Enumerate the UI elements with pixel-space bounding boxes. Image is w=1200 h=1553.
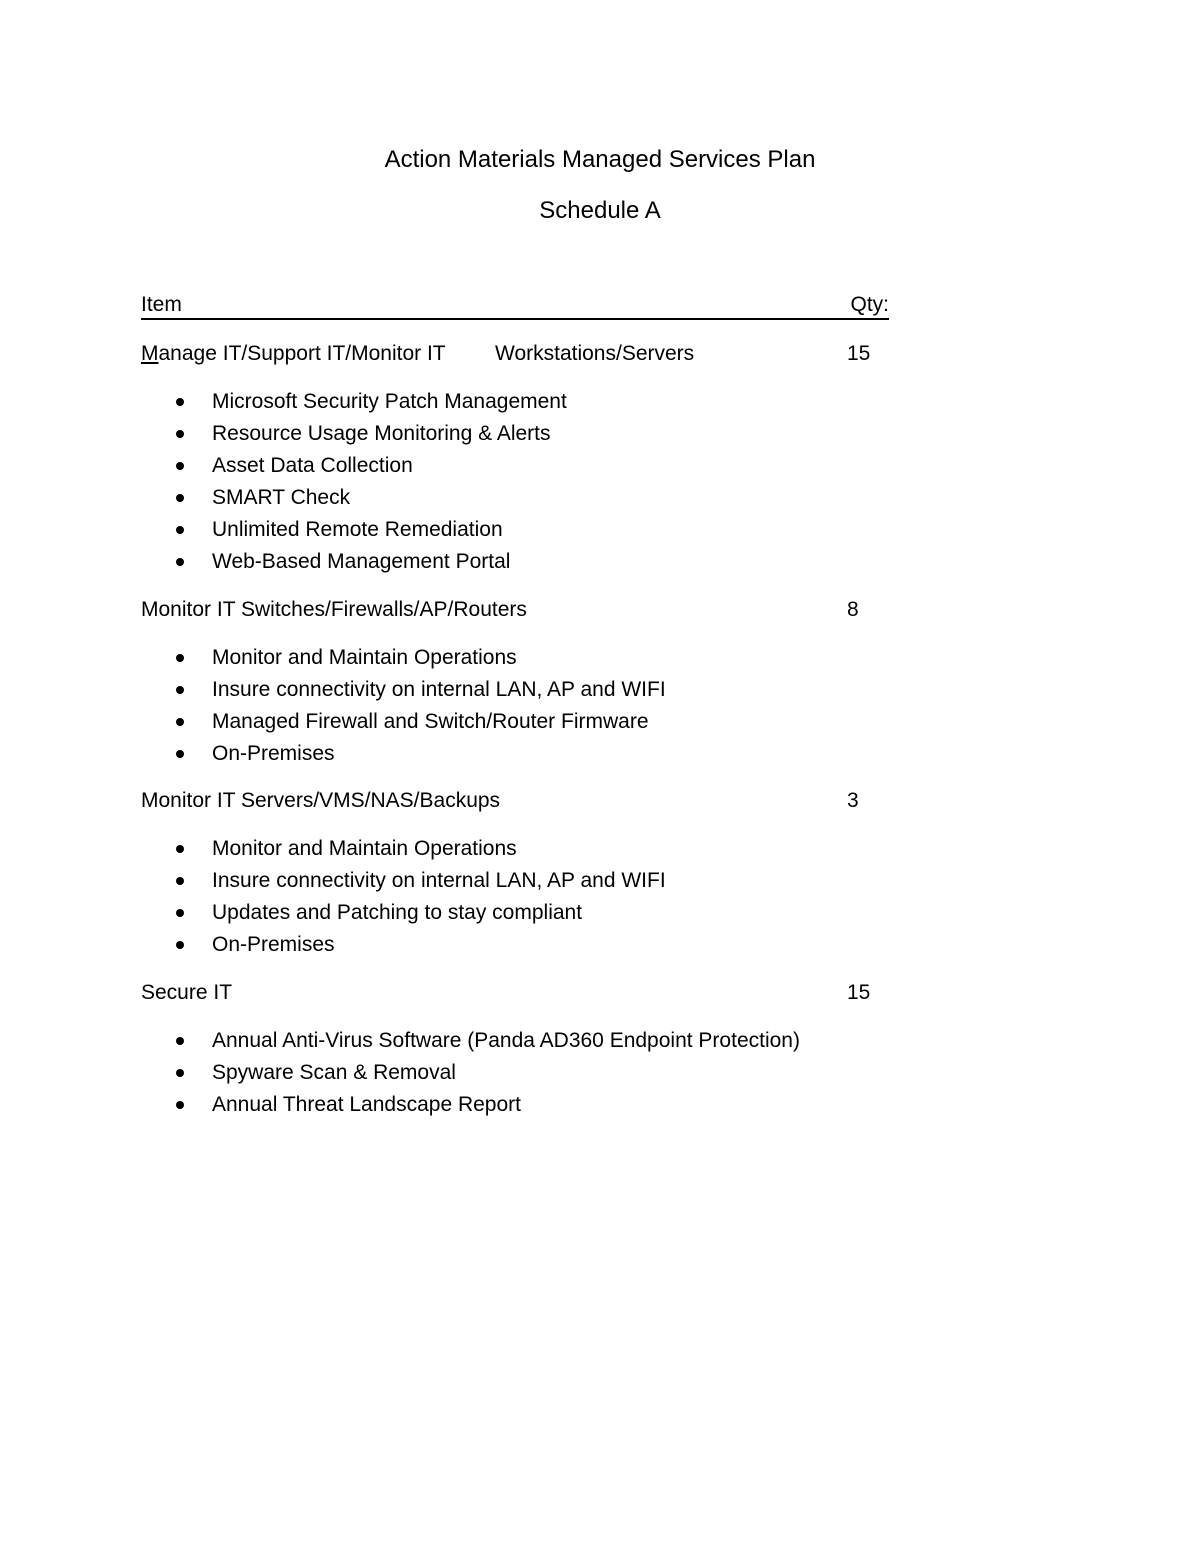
list-item-text: SMART Check — [212, 486, 351, 509]
bullet-icon — [176, 845, 184, 853]
list-item — [141, 706, 889, 738]
section-qty: 15 — [847, 342, 871, 365]
bullet-icon — [176, 1037, 184, 1045]
service-section-secure-it — [141, 977, 889, 1121]
bullet-icon — [176, 494, 184, 502]
service-section-monitor-servers — [141, 785, 889, 961]
document-subtitle: Schedule A — [539, 197, 661, 224]
section-qty: 3 — [847, 789, 859, 812]
document-title: Action Materials Managed Services Plan — [384, 146, 816, 173]
bullet-icon — [176, 750, 184, 758]
section-qty: 15 — [847, 981, 871, 1004]
section-qty: 8 — [847, 598, 859, 621]
section-heading — [141, 785, 889, 817]
bullet-icon — [176, 654, 184, 662]
bullet-list — [141, 1025, 889, 1121]
list-item-text: On-Premises — [212, 742, 335, 765]
bullet-icon — [176, 1101, 184, 1109]
qty-column-header: Qty: — [850, 293, 889, 316]
list-item-text: Asset Data Collection — [212, 454, 413, 477]
list-item — [141, 642, 889, 674]
bullet-icon — [176, 462, 184, 470]
bullet-icon — [176, 686, 184, 694]
section-name-initial: M — [141, 342, 159, 365]
bullet-icon — [176, 398, 184, 406]
list-item-text: Updates and Patching to stay compliant — [212, 901, 583, 924]
section-name-rest: anage IT/Support IT/Monitor IT — [158, 342, 446, 365]
list-item-text: Web-Based Management Portal — [212, 550, 511, 573]
bullet-icon — [176, 558, 184, 566]
list-item-text: Monitor and Maintain Operations — [212, 646, 517, 669]
list-item-text: Insure connectivity on internal LAN, AP and WIFI — [212, 869, 666, 892]
section-name: Secure IT — [141, 981, 233, 1004]
list-item-text: Annual Anti-Virus Software (Panda AD360 Endpoint Protection) — [212, 1029, 800, 1052]
list-item-text: Unlimited Remote Remediation — [212, 518, 503, 541]
bullet-icon — [176, 526, 184, 534]
bullet-icon — [176, 1069, 184, 1077]
section-name: Monitor IT Switches/Firewalls/AP/Routers — [141, 598, 527, 621]
bullet-icon — [176, 877, 184, 885]
service-section-manage-it — [141, 338, 889, 578]
bullet-icon — [176, 909, 184, 917]
table-header — [141, 294, 889, 320]
bullet-icon — [176, 718, 184, 726]
list-item — [141, 1057, 889, 1089]
bullet-list — [141, 833, 889, 961]
section-name: Monitor IT Servers/VMS/NAS/Backups — [141, 789, 501, 812]
section-heading — [141, 594, 889, 626]
section-name — [141, 338, 446, 370]
list-item — [141, 482, 889, 514]
list-item-text: Spyware Scan & Removal — [212, 1061, 456, 1084]
service-section-monitor-network — [141, 594, 889, 770]
list-item-text: Resource Usage Monitoring & Alerts — [212, 422, 551, 445]
section-heading — [141, 338, 889, 370]
list-item — [141, 674, 889, 706]
bullet-list — [141, 386, 889, 578]
list-item — [141, 386, 889, 418]
list-item-text: Annual Threat Landscape Report — [212, 1093, 521, 1116]
list-item-text: Insure connectivity on internal LAN, AP and WIFI — [212, 678, 666, 701]
list-item-text: On-Premises — [212, 933, 335, 956]
list-item — [141, 1089, 889, 1121]
list-item — [141, 833, 889, 865]
list-item — [141, 897, 889, 929]
list-item — [141, 546, 889, 578]
bullet-icon — [176, 941, 184, 949]
list-item — [141, 450, 889, 482]
list-item-text: Microsoft Security Patch Management — [212, 390, 567, 413]
list-item — [141, 929, 889, 961]
section-heading — [141, 977, 889, 1009]
item-column-header: Item — [141, 293, 182, 316]
list-item — [141, 514, 889, 546]
section-description: Workstations/Servers — [495, 342, 695, 365]
list-item-text: Monitor and Maintain Operations — [212, 837, 517, 860]
list-item — [141, 865, 889, 897]
list-item — [141, 418, 889, 450]
list-item — [141, 1025, 889, 1057]
bullet-list — [141, 642, 889, 770]
list-item — [141, 738, 889, 770]
list-item-text: Managed Firewall and Switch/Router Firmware — [212, 710, 649, 733]
bullet-icon — [176, 430, 184, 438]
